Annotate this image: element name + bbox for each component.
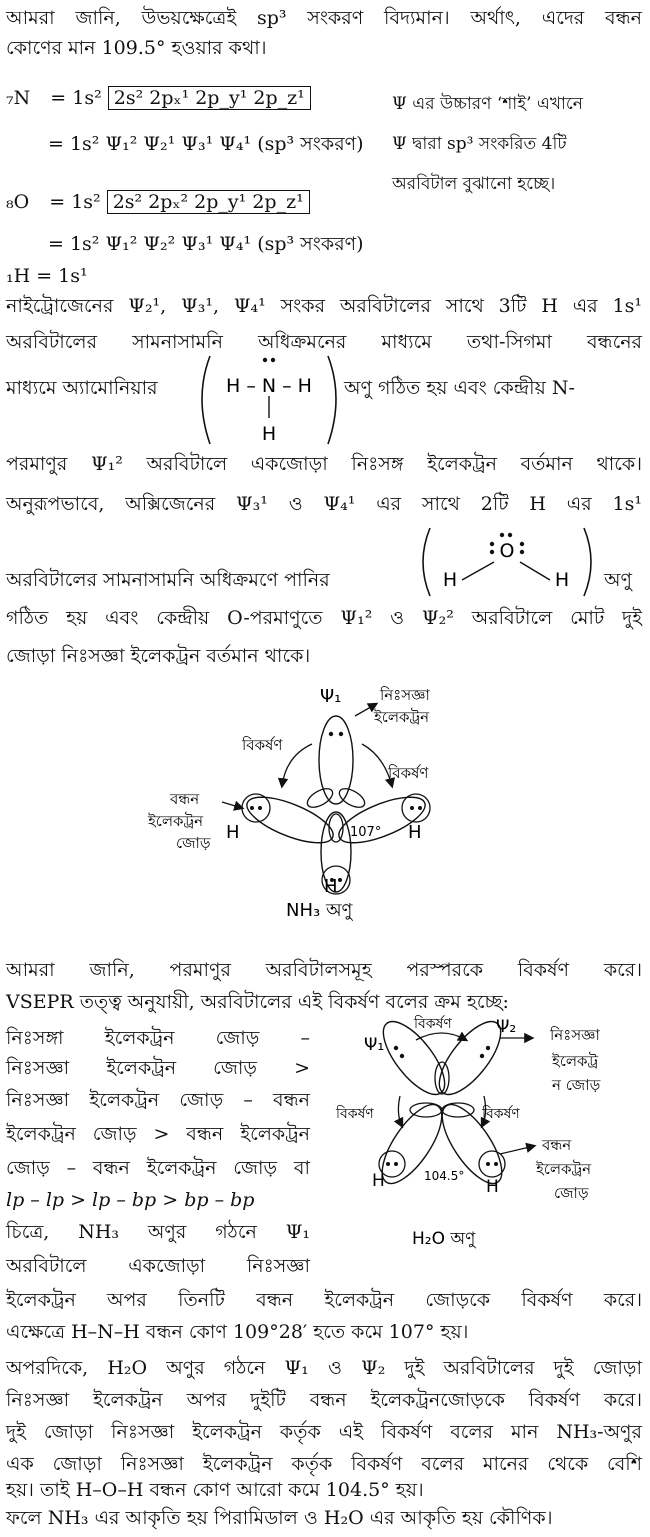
nh3-lone-label-2: ইলেকট্রন xyxy=(374,708,430,726)
h2o-bond-label-1: বন্ধন xyxy=(542,1136,572,1154)
water-structure xyxy=(418,524,596,598)
h2o-repulsion-left: বিকর্ষণ xyxy=(336,1106,374,1122)
n-config-box: 2s² 2pₓ¹ 2p_y¹ 2p_z¹ xyxy=(108,86,311,110)
para2-line-9: চিত্রে, NH₃ অণুর গঠনে Ψ₁ xyxy=(6,1221,310,1243)
psi-note-2: Ψ দ্বারা sp³ সংকরিত 4টি xyxy=(392,134,567,154)
para1-line-7: গঠিত হয় এবং কেন্দ্রীয় O-পরমাণুতে Ψ₁² ও Ψ₂² অরবিটালে মোট দুই xyxy=(6,607,642,629)
nh3-bond-label-3: জোড় xyxy=(176,834,211,852)
nh3-psi1-label: Ψ₁ xyxy=(320,686,342,707)
para1-line-3a: মাধ্যমে অ্যামোনিয়ার xyxy=(6,377,158,399)
nh3-orbital-diagram xyxy=(130,680,470,930)
para2-line-13: অপরদিকে, H₂O অণুর গঠনে Ψ₁ ও Ψ₂ দুই অরবিটালের দুই জোড়া xyxy=(6,1357,642,1379)
ammonia-formula: H – N – H xyxy=(226,375,312,397)
h2o-lone-label-1: নিঃসজ্ঞা xyxy=(550,1026,600,1044)
h2o-lone-label-3: ন জোড় xyxy=(552,1076,601,1094)
para2-line-15: দুই জোড়া নিঃসজ্ঞা ইলেকট্রন কর্তৃক এই বিকর্ষণ বলের মান NH₃-অণুর xyxy=(6,1421,642,1443)
h2o-orbital-diagram xyxy=(330,1014,646,1256)
h2o-h-right: H xyxy=(486,1177,499,1197)
h2o-bond-label-3: জোড় xyxy=(554,1184,589,1202)
nh3-h-right: H xyxy=(408,822,422,843)
n-config-hybrid: = 1s² Ψ₁² Ψ₂¹ Ψ₃¹ Ψ₄¹ (sp³ সংকরণ) xyxy=(48,133,364,155)
o-label: ₈O xyxy=(6,191,30,213)
para2-line-3: নিঃসঙ্গা ইলেকট্রন জোড় – xyxy=(6,1027,310,1049)
para2-line-18: ফলে NH₃ এর আকৃতি হয় পিরামিডাল ও H₂O এর আকৃতি হয় কৌণিক। xyxy=(6,1507,553,1529)
para2-line-10: অরবিটালে একজোড়া নিঃসজ্ঞা xyxy=(6,1255,310,1277)
para1-line-3b: অণু গঠিত হয় এবং কেন্দ্রীয় N- xyxy=(344,377,575,399)
ammonia-lower-h: H xyxy=(261,423,277,445)
para2-line-12: এক্ষেত্রে H–N–H বন্ধন কোণ 109°28′ হতে কমে 107° হয়। xyxy=(6,1321,469,1343)
psi-note-1: Ψ এর উচ্চারণ ‘শাই’ এখানে xyxy=(392,94,583,114)
o-config-box: 2s² 2pₓ² 2p_y¹ 2p_z¹ xyxy=(107,190,310,214)
para2-line-7: জোড় – বন্ধন ইলেকট্রন জোড় বা xyxy=(6,1157,310,1179)
para1-line-4: পরমাণুর Ψ₁² অরবিটালে একজোড়া নিঃসঙ্গ ইলেকট্রন বর্তমান থাকে। xyxy=(6,453,642,475)
para2-line-5: নিঃসজ্ঞা ইলেকট্রন জোড় – বন্ধন xyxy=(6,1089,310,1111)
water-h-left: H xyxy=(442,569,458,591)
o-eq1-prefix: = 1s² xyxy=(49,191,101,213)
nh3-repulsion-right: বিকর্ষণ xyxy=(388,764,429,782)
h2o-h-left: H xyxy=(372,1171,385,1191)
para2-line-16: এক জোড়া নিঃসজ্ঞা ইলেকট্রন কর্তৃক বিকর্ষণ বলের মানের থেকে বেশি xyxy=(6,1453,642,1475)
psi-note-3: অরবিটাল বুঝানো হচ্ছে। xyxy=(392,174,556,194)
nh3-angle: 107° xyxy=(350,825,382,840)
para2-line-14: নিঃসজ্ঞা ইলেকট্রন অপর দুইটি বন্ধন ইলেকট্রনজোড়কে বিকর্ষণ করে। xyxy=(6,1389,642,1411)
h2o-lone-label-2: ইলেকট্র xyxy=(552,1052,599,1070)
intro-line-1: আমরা জানি, উভয়ক্ষেত্রেই sp³ সংকরণ বিদ্যমান। অর্থাৎ, এদের বন্ধন xyxy=(6,7,642,29)
para1-line-1: নাইট্রোজেনের Ψ₂¹, Ψ₃¹, Ψ₄¹ সংকর অরবিটালের সাথে 3টি H এর 1s¹ xyxy=(6,295,642,317)
h2o-repulsion-top: বিকর্ষণ xyxy=(414,1016,452,1032)
ammonia-structure xyxy=(196,350,342,450)
para1-line-2: অরবিটালের সামনাসামনি অধিক্রমনের মাধ্যমে তথা-সিগমা বন্ধনের xyxy=(6,331,642,353)
h2o-psi1-label: Ψ₁ xyxy=(364,1035,385,1055)
nh3-lone-label-1: নিঃসজ্ঞা xyxy=(380,686,430,704)
para2-line-4: নিঃসজ্ঞা ইলেকট্রন জোড় > xyxy=(6,1057,310,1079)
nh3-caption: NH₃ অণু xyxy=(286,900,353,921)
n-config-line xyxy=(6,84,311,112)
para1-line-6b: অণু xyxy=(604,569,632,591)
h2o-psi2-label: Ψ₂ xyxy=(496,1017,517,1037)
o-config-line xyxy=(6,188,310,216)
nh3-bond-label-2: ইলেকট্রন xyxy=(148,812,204,830)
para2-line-8: lp – lp > lp – bp > bp – bp xyxy=(6,1189,255,1211)
n-label: ₇N xyxy=(6,87,31,109)
para2-line-6: ইলেকট্রন জোড় > বন্ধন ইলেকট্রন xyxy=(6,1123,310,1145)
para2-line-17: হয়। তাই H–O–H বন্ধন কোণ আরো কমে 104.5° হয়। xyxy=(6,1479,424,1501)
nh3-h-bottom: H xyxy=(324,876,338,897)
nh3-repulsion-left: বিকর্ষণ xyxy=(242,736,283,754)
n-eq1-prefix: = 1s² xyxy=(50,87,102,109)
h2o-repulsion-right: বিকর্ষণ xyxy=(482,1106,520,1122)
para1-line-5: অনুরূপভাবে, অক্সিজেনের Ψ₃¹ ও Ψ₄¹ এর সাথে 2টি H এর 1s¹ xyxy=(6,493,642,515)
h2o-caption: H₂O অণু xyxy=(412,1229,476,1249)
nh3-bond-label-1: বন্ধন xyxy=(170,790,200,808)
water-h-right: H xyxy=(554,569,570,591)
h-config-line: ₁H = 1s¹ xyxy=(6,265,88,287)
o-config-hybrid: = 1s² Ψ₁² Ψ₂² Ψ₃¹ Ψ₄¹ (sp³ সংকরণ) xyxy=(48,233,364,255)
para2-line-1: আমরা জানি, পরমাণুর অরবিটালসমূহ পরস্পরকে বিকর্ষণ করে। xyxy=(6,959,642,981)
h2o-bond-label-2: ইলেকট্রন xyxy=(536,1160,592,1178)
intro-line-2: কোণের মান 109.5° হওয়ার কথা। xyxy=(6,37,267,59)
water-oxygen: O xyxy=(499,540,515,562)
para1-line-8: জোড়া নিঃসজ্ঞা ইলেকট্রন বর্তমান থাকে। xyxy=(6,645,311,667)
para2-line-11: ইলেকট্রন অপর তিনটি বন্ধন ইলেকট্রন জোড়কে বিকর্ষণ করে। xyxy=(6,1289,642,1311)
para2-line-2: VSEPR তত্ত্ব অনুযায়ী, অরবিটালের এই বিকর্ষণ বলের ক্রম হচ্ছে: xyxy=(6,991,509,1013)
para1-line-6a: অরবিটালের সামনাসামনি অধিক্রমণে পানির xyxy=(6,569,330,591)
h2o-angle: 104.5° xyxy=(424,1169,465,1183)
nh3-h-left: H xyxy=(226,822,240,843)
